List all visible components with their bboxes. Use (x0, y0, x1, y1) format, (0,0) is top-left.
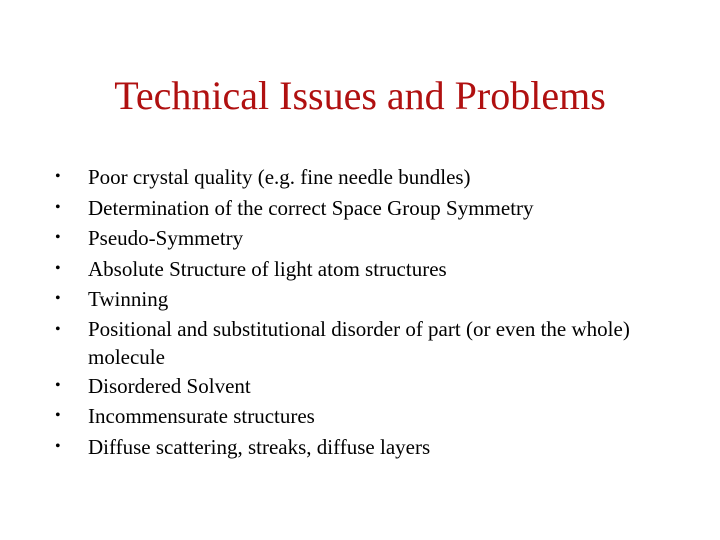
bullet-item (55, 162, 688, 193)
bullet-text: Disordered Solvent (88, 373, 251, 398)
bullet-text: Determination of the correct Space Group Symmetry (88, 195, 534, 220)
bullet-text: Poor crystal quality (e.g. fine needle bundles) (88, 165, 471, 189)
bullet-item (55, 223, 688, 254)
bullet-icon: • (55, 376, 61, 394)
bullet-icon: • (55, 168, 61, 185)
bullet-icon: • (55, 437, 61, 455)
bullet-text: Diffuse scattering, streaks, diffuse layers (88, 434, 431, 459)
bullet-text: Positional and substitutional disorder of part (or even the whole) molecule (88, 316, 630, 369)
bullet-item (55, 315, 688, 371)
bullet-item (55, 432, 688, 463)
bullet-text: Twinning (88, 287, 169, 311)
bullet-icon: • (55, 259, 61, 277)
bullet-item (55, 371, 688, 402)
slide-title: Technical Issues and Problems (114, 73, 606, 118)
bullet-icon: • (55, 198, 61, 216)
bullet-icon: • (55, 320, 61, 338)
bullet-item (55, 193, 688, 224)
bullet-text: Incommensurate structures (88, 404, 315, 428)
bullet-item (55, 284, 688, 315)
bullet-icon: • (55, 229, 61, 246)
bullet-list (55, 162, 688, 462)
bullet-text: Absolute Structure of light atom structures (88, 256, 447, 281)
bullet-text: Pseudo-Symmetry (88, 226, 244, 250)
bullet-item (55, 401, 688, 432)
bullet-icon: • (55, 407, 61, 424)
bullet-item (55, 254, 688, 285)
bullet-icon: • (55, 290, 61, 307)
